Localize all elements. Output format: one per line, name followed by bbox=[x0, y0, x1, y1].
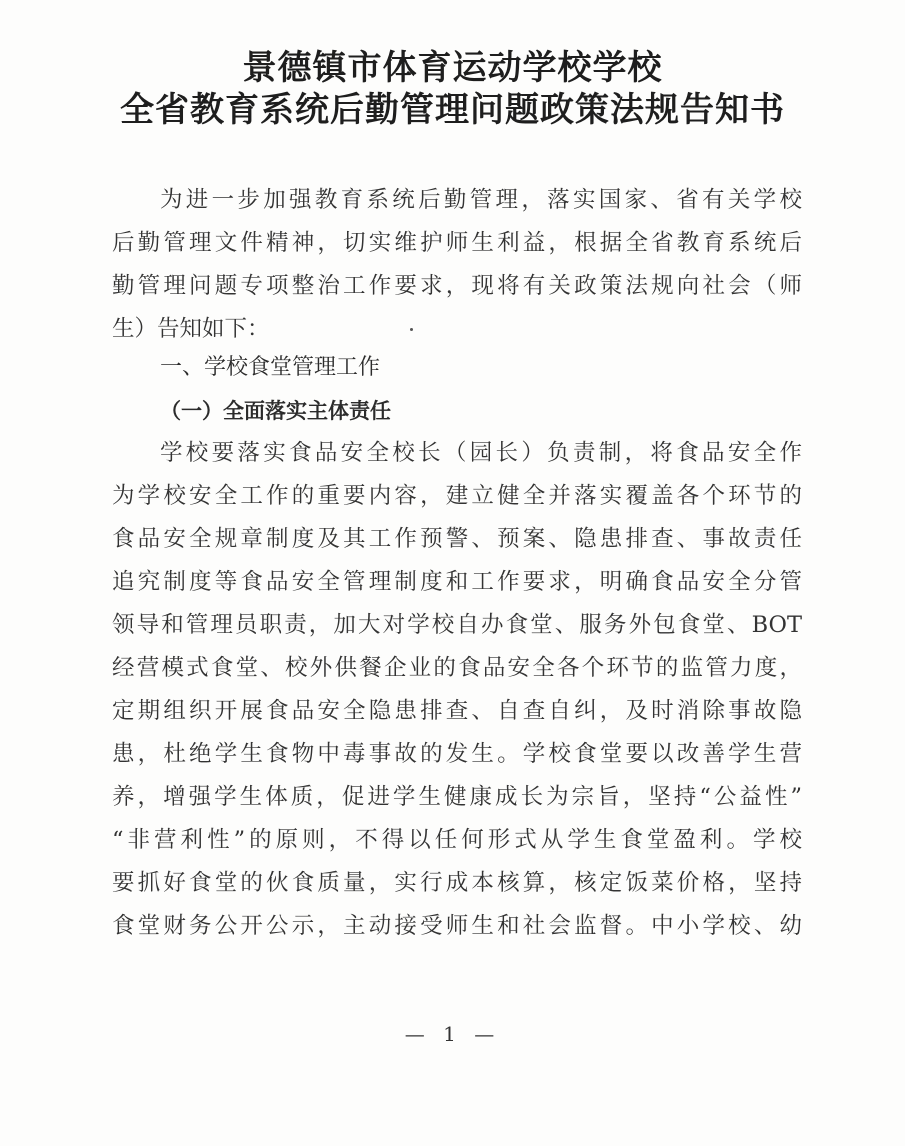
paragraph-line: 经营模式食堂、校外供餐企业的食品安全各个环节的监管力度， bbox=[112, 655, 802, 681]
intro-line: 后勤管理文件精神，切实维护师生利益，根据全省教育系统后 bbox=[112, 230, 802, 256]
paragraph-line: 要抓好食堂的伙食质量，实行成本核算，核定饭菜价格，坚持 bbox=[112, 870, 802, 896]
intro-line: 勤管理问题专项整治工作要求，现将有关政策法规向社会（师 bbox=[112, 273, 802, 299]
paragraph-line: “非营利性”的原则，不得以任何形式从学生食堂盈利。学校 bbox=[112, 827, 802, 853]
paragraph-line: 学校要落实食品安全校长（园长）负责制，将食品安全作 bbox=[160, 440, 802, 466]
paragraph-line: 定期组织开展食品安全隐患排查、自查自纠，及时消除事故隐 bbox=[112, 698, 802, 724]
subsection-heading: （一）全面落实主体责任 bbox=[160, 399, 391, 423]
paragraph-line: 患，杜绝学生食物中毒事故的发生。学校食堂要以改善学生营 bbox=[112, 741, 802, 767]
paragraph-line: 养，增强学生体质，促进学生健康成长为宗旨，坚持“公益性” bbox=[112, 784, 802, 810]
intro-line: 为进一步加强教育系统后勤管理，落实国家、省有关学校 bbox=[160, 187, 802, 213]
document-title-line2: 全省教育系统后勤管理问题政策法规告知书 bbox=[120, 90, 785, 130]
paragraph-line: 为学校安全工作的重要内容，建立健全并落实覆盖各个环节的 bbox=[112, 483, 802, 509]
document-title-line1: 景德镇市体育运动学校学校 bbox=[242, 48, 663, 88]
paragraph-line: 食品安全规章制度及其工作预警、预案、隐患排查、事故责任 bbox=[112, 526, 802, 552]
intro-line: 生）告知如下： bbox=[112, 316, 270, 342]
paragraph-line: 追究制度等食品安全管理制度和工作要求，明确食品安全分管 bbox=[112, 569, 802, 595]
paragraph-line: 领导和管理员职责，加大对学校自办食堂、服务外包食堂、BOT bbox=[112, 612, 802, 638]
section-heading: 一、学校食堂管理工作 bbox=[160, 355, 381, 380]
stray-dot bbox=[410, 328, 413, 331]
page-number: — 1 — bbox=[404, 1022, 501, 1046]
paragraph-line: 食堂财务公开公示，主动接受师生和社会监督。中小学校、幼 bbox=[112, 913, 802, 939]
